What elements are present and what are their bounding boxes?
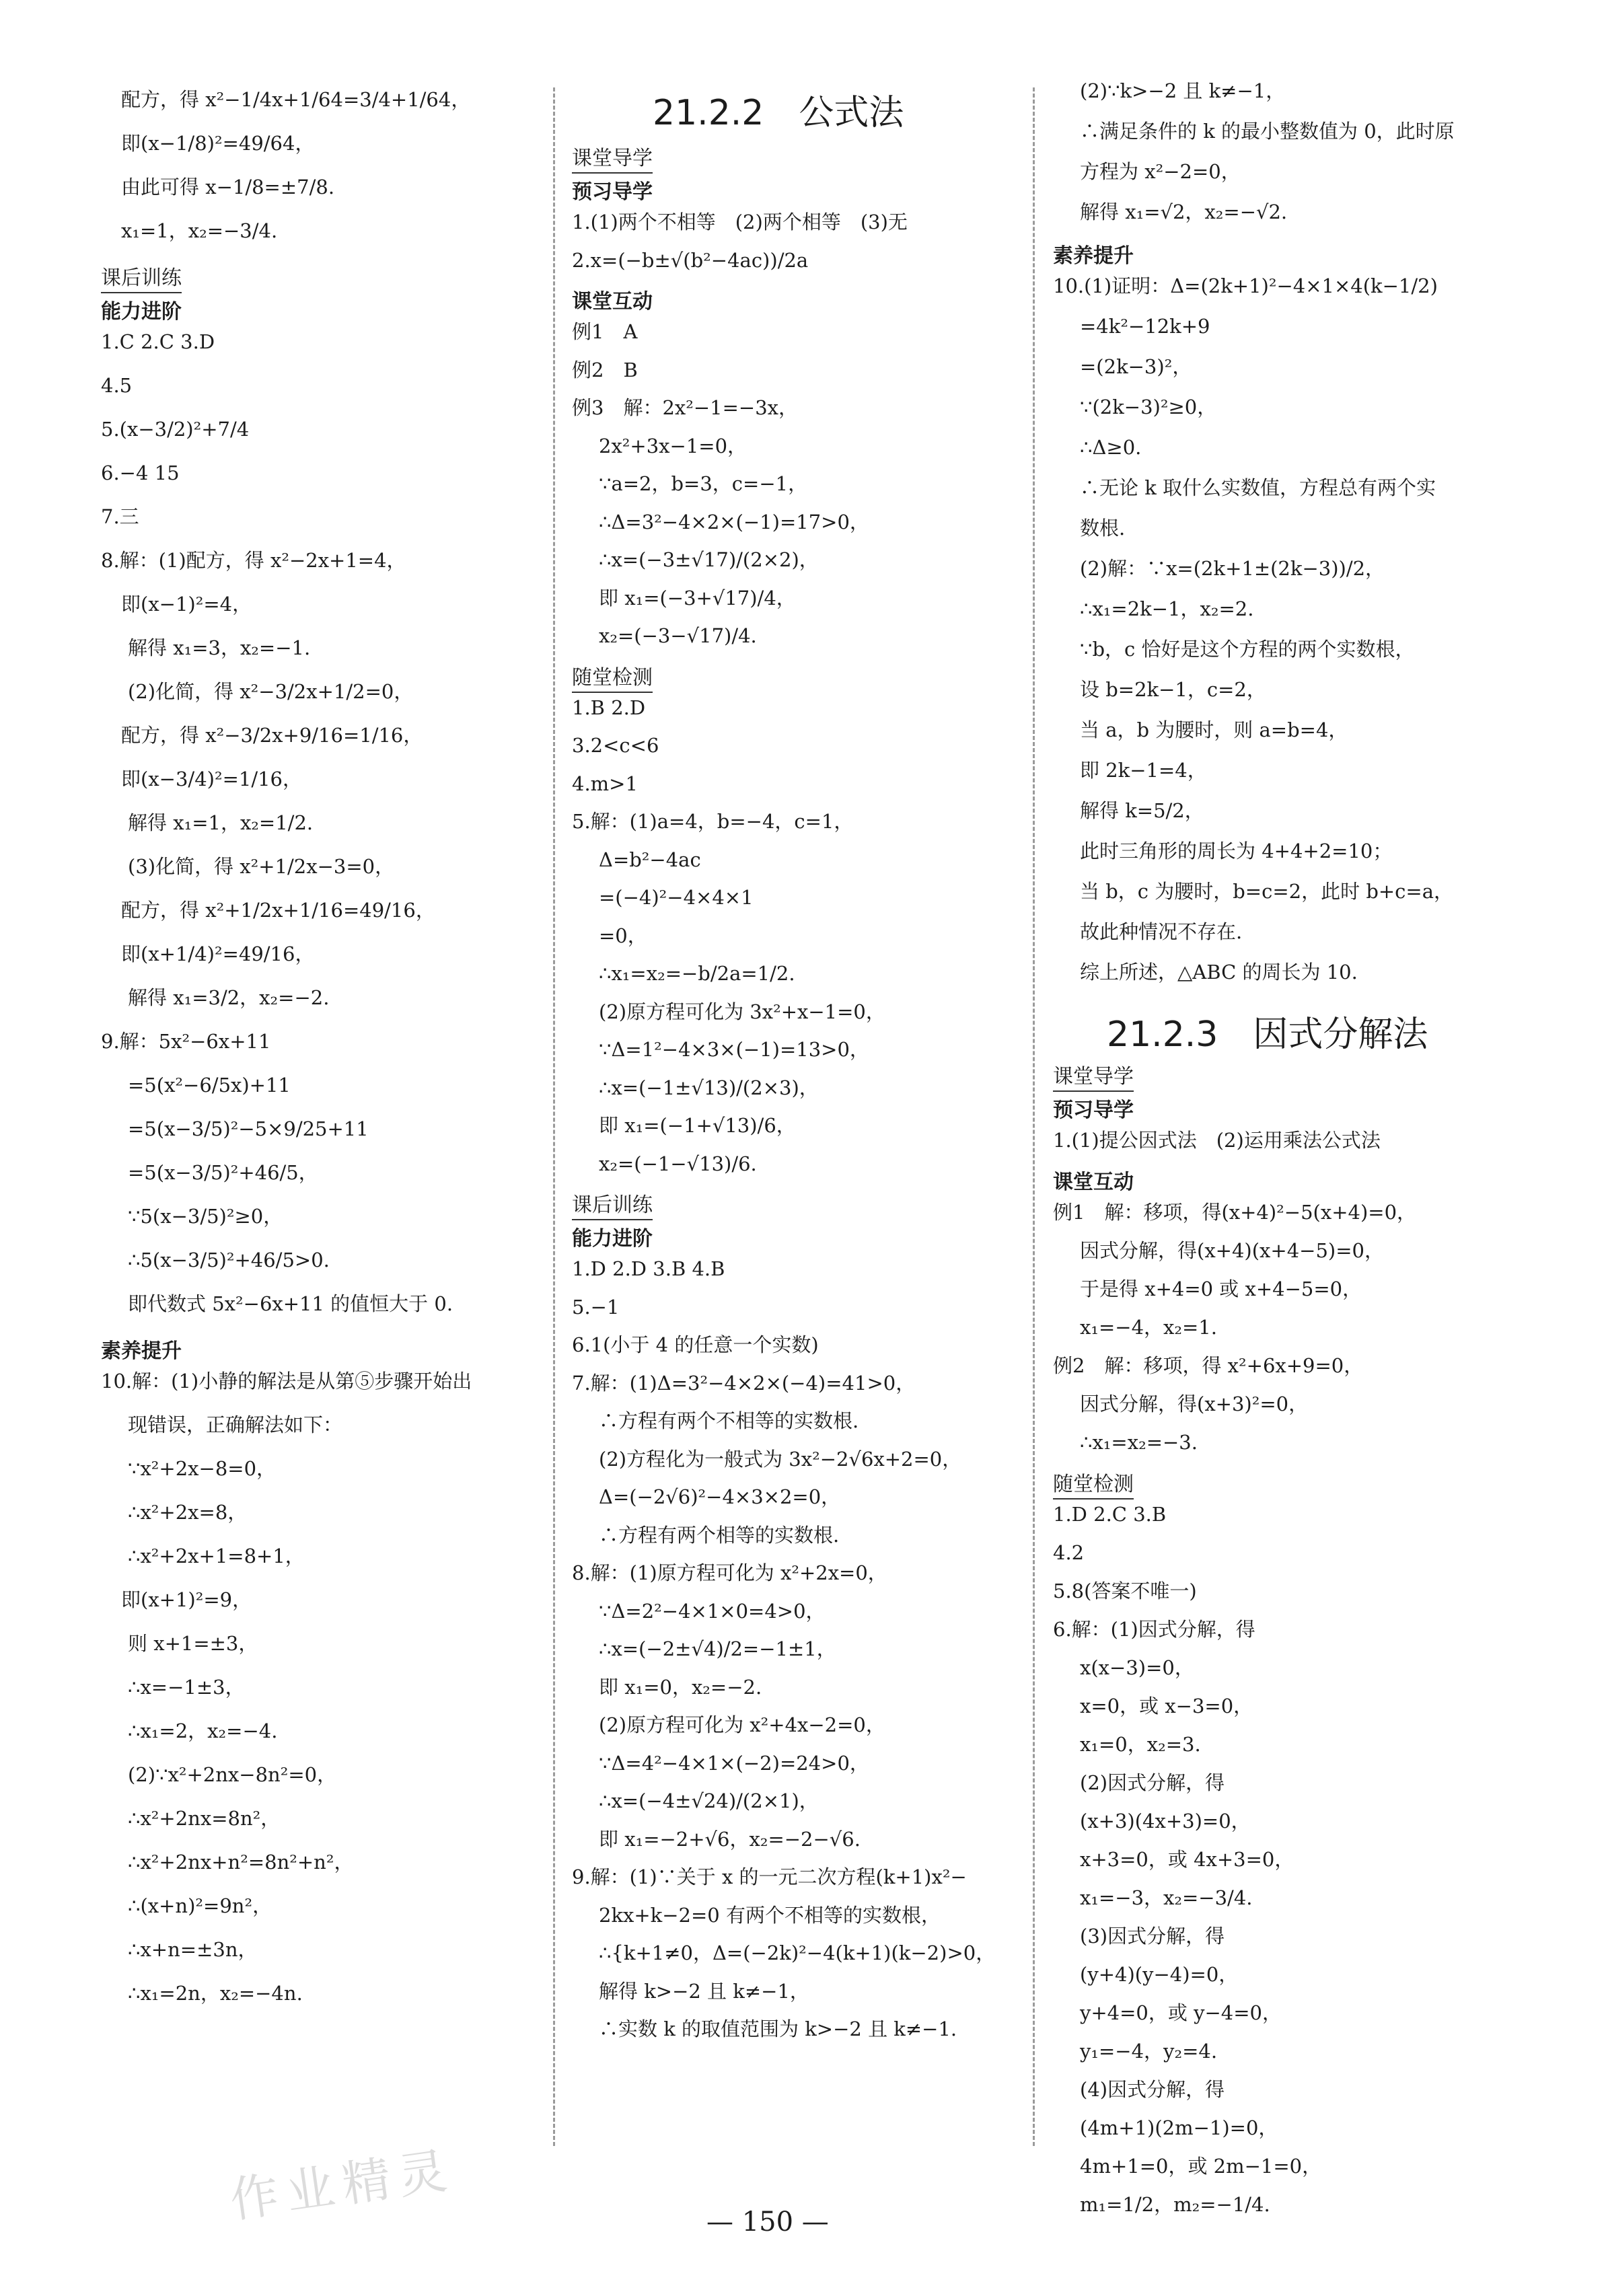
- middle-text-line: 即 x₁=0，x₂=−2.: [599, 1675, 762, 1699]
- right-text-line: (x+3)(4x+3)=0，: [1080, 1810, 1251, 1832]
- right-text-line: 故此种情况不存在.: [1080, 920, 1243, 943]
- middle-subheading: 课堂互动: [572, 290, 653, 313]
- middle-text-line: x₂=(−3−√17)/4.: [599, 624, 757, 647]
- middle-text-line: 即 x₁=−2+√6，x₂=−2−√6.: [599, 1827, 861, 1851]
- middle-text-line: 1.(1)两个不相等 (2)两个相等 (3)无: [572, 211, 908, 233]
- right-text-line: 数根.: [1080, 517, 1126, 540]
- middle-text-line: x₂=(−1−√13)/6.: [599, 1152, 757, 1175]
- right-section-tag: 课堂导学: [1053, 1060, 1134, 1092]
- middle-text-line: ∴实数 k 的取值范围为 k>−2 且 k≠−1.: [599, 2017, 957, 2040]
- middle-section-tag: 随堂检测: [572, 661, 653, 693]
- middle-text-line: 1.D 2.D 3.B 4.B: [572, 1257, 725, 1280]
- right-text-line: =(2k−3)²，: [1080, 355, 1192, 378]
- middle-text-line: 2x²+3x−1=0，: [599, 434, 747, 457]
- middle-text-line: 例3 解：2x²−1=−3x，: [572, 396, 799, 419]
- left-subheading: 素养提升: [101, 1339, 182, 1363]
- right-text-line: 4m+1=0，或 2m−1=0，: [1080, 2155, 1322, 2178]
- right-text-line: ∴Δ≥0.: [1080, 436, 1142, 459]
- left-text-line: ∵5(x−3/5)²≥0，: [128, 1205, 283, 1228]
- left-text-line: ∴x=−1±3，: [128, 1676, 245, 1699]
- right-text-line: 1.D 2.C 3.B: [1053, 1503, 1167, 1526]
- right-text-line: 于是得 x+4=0 或 x+4−5=0，: [1080, 1277, 1362, 1300]
- right-text-line: y+4=0，或 y−4=0，: [1080, 2001, 1282, 2024]
- right-text-line: 设 b=2k−1，c=2，: [1080, 678, 1266, 701]
- middle-text-line: 例2 B: [572, 358, 638, 381]
- left-text-line: ∴5(x−3/5)²+46/5>0.: [128, 1249, 330, 1271]
- middle-section-tag: 课后训练: [572, 1188, 653, 1220]
- right-text-line: ∴满足条件的 k 的最小整数值为 0，此时原: [1080, 120, 1455, 143]
- left-text-line: 即(x−1/8)²=49/64，: [121, 132, 315, 155]
- right-subheading: 课堂互动: [1053, 1171, 1134, 1194]
- left-text-line: 1.C 2.C 3.D: [101, 330, 215, 353]
- middle-text-line: Δ=b²−4ac: [599, 848, 701, 871]
- left-text-line: 配方，得 x²+1/2x+1/16=49/16，: [121, 899, 435, 922]
- left-text-line: 解得 x₁=1，x₂=1/2.: [128, 811, 314, 834]
- right-text-line: x₁=−3，x₂=−3/4.: [1080, 1886, 1253, 1909]
- middle-text-line: ∴Δ=3²−4×2×(−1)=17>0，: [599, 510, 869, 533]
- right-text-line: 4.2: [1053, 1541, 1085, 1564]
- left-text-line: 即代数式 5x²−6x+11 的值恒大于 0.: [128, 1292, 453, 1315]
- right-text-line: 例1 解：移项，得(x+4)²−5(x+4)=0，: [1053, 1201, 1417, 1224]
- right-section-tag: 随堂检测: [1053, 1467, 1134, 1499]
- right-text-line: m₁=1/2，m₂=−1/4.: [1080, 2193, 1270, 2216]
- left-text-line: ∴x²+2x+1=8+1，: [128, 1545, 305, 1567]
- middle-text-line: 即 x₁=(−1+√13)/6，: [599, 1114, 796, 1137]
- middle-text-line: 9.解：(1)∵关于 x 的一元二次方程(k+1)x²−: [572, 1865, 967, 1888]
- left-text-line: ∴x₁=2，x₂=−4.: [128, 1719, 278, 1742]
- left-subheading: 能力进阶: [101, 300, 182, 324]
- right-text-line: x(x−3)=0，: [1080, 1656, 1194, 1679]
- watermark: 作业精灵: [226, 2141, 459, 2229]
- left-text-line: ∵x²+2x−8=0，: [128, 1457, 277, 1480]
- middle-text-line: (2)原方程可化为 3x²+x−1=0，: [599, 1000, 885, 1023]
- left-text-line: =5(x²−6/5x)+11: [128, 1074, 291, 1097]
- right-text-line: (2)∵k>−2 且 k≠−1，: [1080, 79, 1286, 102]
- middle-subheading: 预习导学: [572, 180, 653, 204]
- left-text-line: (2)∵x²+2nx−8n²=0，: [128, 1763, 337, 1786]
- middle-section-tag: 课堂导学: [572, 141, 653, 174]
- left-text-line: ∴x²+2nx+n²=8n²+n²，: [128, 1851, 354, 1874]
- left-text-line: 10.解：(1)小静的解法是从第⑤步骤开始出: [101, 1370, 472, 1393]
- right-subheading: 素养提升: [1053, 244, 1134, 268]
- left-text-line: (3)化简，得 x²+1/2x−3=0，: [128, 855, 395, 878]
- middle-text-line: ∴{k+1≠0，Δ=(−2k)²−4(k+1)(k−2)>0，: [599, 1941, 996, 1964]
- right-text-line: (4m+1)(2m−1)=0，: [1080, 2116, 1278, 2139]
- middle-text-line: ∴方程有两个不相等的实数根.: [599, 1409, 859, 1432]
- column-divider-2: [1033, 87, 1035, 2146]
- right-text-line: ∵b，c 恰好是这个方程的两个实数根，: [1080, 638, 1415, 661]
- middle-text-line: 即 x₁=(−3+√17)/4，: [599, 586, 796, 609]
- left-text-line: 即(x−1)²=4，: [121, 593, 252, 616]
- left-text-line: 由此可得 x−1/8=±7/8.: [121, 176, 335, 198]
- middle-text-line: (2)方程化为一般式为 3x²−2√6x+2=0，: [599, 1447, 962, 1471]
- left-section-tag: 课后训练: [101, 261, 182, 293]
- section-title-factorization: 21.2.3 因式分解法: [1107, 1014, 1428, 1055]
- right-text-line: 解得 x₁=√2，x₂=−√2.: [1080, 200, 1288, 223]
- right-text-line: 1.(1)提公因式法 (2)运用乘法公式法: [1053, 1129, 1381, 1152]
- middle-text-line: 2.x=(−b±√(b²−4ac))/2a: [572, 248, 809, 272]
- right-text-line: (2)因式分解，得: [1080, 1771, 1225, 1794]
- middle-text-line: ∴x=(−1±√13)/(2×3)，: [599, 1076, 819, 1099]
- middle-text-line: ∴x₁=x₂=−b/2a=1/2.: [599, 962, 795, 985]
- left-text-line: 5.(x−3/2)²+7/4: [101, 418, 250, 441]
- right-text-line: (4)因式分解，得: [1080, 2078, 1225, 2101]
- left-text-line: ∴x²+2x=8，: [128, 1501, 248, 1524]
- right-text-line: 当 a，b 为腰时，则 a=b=4，: [1080, 718, 1348, 741]
- left-text-line: 即(x+1/4)²=49/16，: [121, 942, 315, 965]
- middle-text-line: Δ=(−2√6)²−4×3×2=0，: [599, 1485, 841, 1508]
- right-text-line: (2)解：∵x=(2k+1±(2k−3))/2，: [1080, 557, 1385, 580]
- left-text-line: 即(x−3/4)²=1/16，: [121, 768, 303, 790]
- left-text-line: ∴x+n=±3n，: [128, 1938, 258, 1961]
- middle-text-line: 8.解：(1)原方程可化为 x²+2x=0，: [572, 1561, 887, 1584]
- right-text-line: 解得 k=5/2，: [1080, 799, 1204, 822]
- right-text-line: 6.解：(1)因式分解，得: [1053, 1618, 1255, 1641]
- left-text-line: 配方，得 x²−3/2x+9/16=1/16，: [121, 724, 423, 747]
- left-text-line: 4.5: [101, 374, 133, 397]
- middle-text-line: 2kx+k−2=0 有两个不相等的实数根，: [599, 1903, 941, 1927]
- middle-text-line: 5.解：(1)a=4，b=−4，c=1，: [572, 810, 854, 833]
- middle-text-line: ∴x=(−2±√4)/2=−1±1，: [599, 1637, 836, 1660]
- left-text-line: 解得 x₁=3，x₂=−1.: [128, 636, 311, 659]
- middle-text-line: 4.m>1: [572, 772, 638, 795]
- right-text-line: ∴x₁=x₂=−3.: [1080, 1431, 1198, 1454]
- right-text-line: 5.8(答案不唯一): [1053, 1580, 1197, 1602]
- section-title-formula: 21.2.2 公式法: [653, 93, 904, 133]
- left-text-line: 8.解：(1)配方，得 x²−2x+1=4，: [101, 549, 406, 572]
- column-divider-1: [553, 87, 555, 2146]
- right-text-line: x₁=−4，x₂=1.: [1080, 1316, 1217, 1339]
- right-text-line: 此时三角形的周长为 4+4+2=10；: [1080, 840, 1393, 862]
- middle-text-line: ∴x=(−4±√24)/(2×1)，: [599, 1789, 819, 1812]
- right-text-line: ∴无论 k 取什么实数值，方程总有两个实: [1080, 476, 1436, 499]
- middle-text-line: 7.解：(1)Δ=3²−4×2×(−4)=41>0，: [572, 1371, 916, 1395]
- middle-text-line: 5.−1: [572, 1295, 620, 1319]
- middle-text-line: 解得 k>−2 且 k≠−1，: [599, 1979, 809, 2003]
- left-text-line: =5(x−3/5)²−5×9/25+11: [128, 1117, 369, 1140]
- left-text-line: (2)化简，得 x²−3/2x+1/2=0，: [128, 680, 414, 703]
- middle-text-line: ∵Δ=1²−4×3×(−1)=13>0，: [599, 1038, 869, 1061]
- right-text-line: 当 b，c 为腰时，b=c=2，此时 b+c=a，: [1080, 880, 1454, 903]
- right-text-line: (y+4)(y−4)=0，: [1080, 1963, 1239, 1986]
- middle-text-line: ∵a=2，b=3，c=−1，: [599, 472, 808, 495]
- left-text-line: ∴x₁=2n，x₂=−4n.: [128, 1982, 303, 2005]
- left-text-line: 解得 x₁=3/2，x₂=−2.: [128, 986, 330, 1009]
- middle-text-line: 例1 A: [572, 320, 638, 343]
- left-text-line: 即(x+1)²=9，: [121, 1588, 252, 1611]
- middle-subheading: 能力进阶: [572, 1227, 653, 1251]
- left-text-line: 6.−4 15: [101, 461, 180, 484]
- right-text-line: ∴x₁=2k−1，x₂=2.: [1080, 597, 1254, 620]
- left-text-line: 9.解：5x²−6x+11: [101, 1030, 271, 1053]
- left-text-line: ∴(x+n)²=9n²，: [128, 1894, 272, 1917]
- right-text-line: x+3=0，或 4x+3=0，: [1080, 1848, 1294, 1871]
- middle-text-line: (2)原方程可化为 x²+4x−2=0，: [599, 1713, 885, 1736]
- right-text-line: x₁=0，x₂=3.: [1080, 1733, 1201, 1756]
- middle-text-line: 6.1(小于 4 的任意一个实数): [572, 1333, 819, 1356]
- middle-text-line: ∴x=(−3±√17)/(2×2)，: [599, 548, 819, 571]
- right-subheading: 预习导学: [1053, 1099, 1134, 1122]
- middle-text-line: =(−4)²−4×4×1: [599, 886, 754, 909]
- left-text-line: x₁=1，x₂=−3/4.: [121, 219, 278, 242]
- right-text-line: 10.(1)证明：Δ=(2k+1)²−4×1×4(k−1/2): [1053, 274, 1438, 297]
- right-text-line: 即 2k−1=4，: [1080, 759, 1207, 782]
- right-text-line: 例2 解：移项，得 x²+6x+9=0，: [1053, 1354, 1364, 1377]
- left-text-line: 配方，得 x²−1/4x+1/64=3/4+1/64，: [121, 88, 471, 111]
- right-text-line: 综上所述，△ABC 的周长为 10.: [1080, 961, 1358, 984]
- left-text-line: ∴x²+2nx=8n²，: [128, 1807, 281, 1830]
- left-text-line: 现错误，正确解法如下：: [128, 1413, 343, 1436]
- middle-text-line: 3.2<c<6: [572, 734, 659, 757]
- right-text-line: 因式分解，得(x+3)²=0，: [1080, 1393, 1309, 1415]
- right-text-line: 方程为 x²−2=0，: [1080, 160, 1241, 183]
- middle-text-line: ∵Δ=2²−4×1×0=4>0，: [599, 1599, 826, 1623]
- right-text-line: (3)因式分解，得: [1080, 1925, 1225, 1948]
- middle-text-line: =0，: [599, 924, 647, 947]
- right-text-line: 因式分解，得(x+4)(x+4−5)=0，: [1080, 1239, 1384, 1262]
- left-text-line: 7.三: [101, 505, 139, 528]
- right-text-line: =4k²−12k+9: [1080, 315, 1210, 338]
- middle-text-line: ∴方程有两个相等的实数根.: [599, 1523, 840, 1547]
- right-text-line: ∵(2k−3)²≥0，: [1080, 396, 1217, 418]
- middle-text-line: 1.B 2.D: [572, 696, 646, 719]
- left-text-line: =5(x−3/5)²+46/5，: [128, 1161, 318, 1184]
- middle-text-line: ∵Δ=4²−4×1×(−2)=24>0，: [599, 1751, 869, 1775]
- right-text-line: y₁=−4，y₂=4.: [1080, 2040, 1218, 2063]
- right-text-line: x=0，或 x−3=0，: [1080, 1695, 1253, 1717]
- left-text-line: 则 x+1=±3，: [128, 1632, 258, 1655]
- page-number: — 150 —: [706, 2207, 829, 2237]
